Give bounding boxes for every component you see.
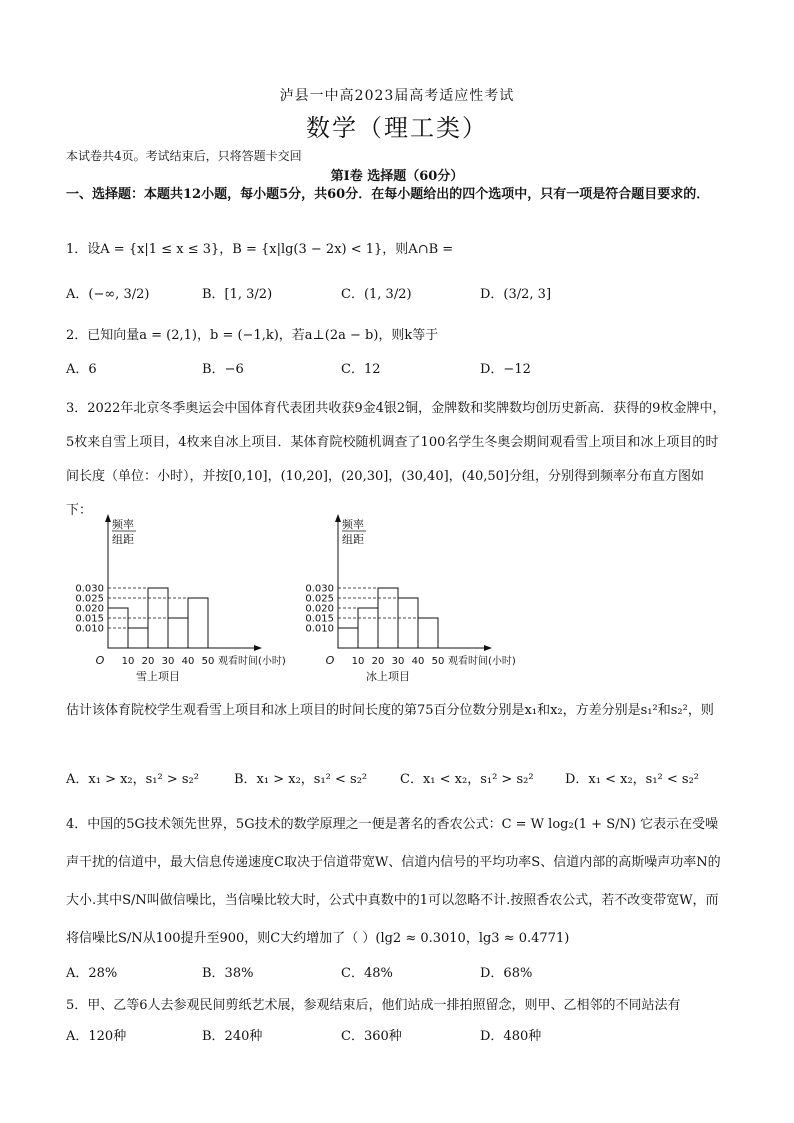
y-tick-label: 0.025 [75,593,104,605]
x-tick-label: 40 [411,656,425,667]
histogram-ice [296,512,536,682]
y-tick-label: 0.025 [305,593,334,605]
y-tick-label: 0.030 [75,583,104,595]
y-axis-label-top: 频率 [342,518,364,531]
question-3-option-d: D．x₁ < x₂，s₁² < s₂² [565,772,700,787]
x-tick-label: 10 [351,656,365,667]
x-tick-label: 20 [371,656,385,667]
chart-title: 雪上项目 [136,670,180,682]
question-4-option-a: A．28% [66,966,118,981]
question-5-option-c: C．360种 [341,1029,402,1044]
question-3-followup: 估计该体育院校学生观看雪上项目和冰上项目的时间长度的第75百分位数分别是x₁和x₂，方差分别是s₁²和s₂²，则 [66,703,714,718]
question-1-option-a: A．(−∞, 3/2) [66,287,150,302]
question-4-option-d: D．68% [480,966,533,981]
y-tick-label: 0.020 [305,603,334,615]
question-1-option-b: B．[1, 3/2) [202,287,273,302]
question-4-stem: 4．中国的5G技术领先世界，5G技术的数学原理之一便是著名的香农公式：C = W log₂(1 + S/N) 它表示在受噪声干扰的信道中，最大信息传递速度C取决于信道带宽W、信道内信号的平均功率S、信道内部的高斯噪声功率N的大小.其中S/N叫做信噪比，当信噪比较大时，公式中真数中的1可以忽略不计.按照香农公式，若不改变带宽W，而将信噪比S/N从100提升至900，则C大约增加了（ ）(lg2 ≈ 0.3010，lg3 ≈ 0.4771) [66,817,721,946]
subject-title: 数学（理工类） [306,114,488,142]
question-2-option-c: C．12 [341,362,381,377]
x-tick-label: 50 [431,656,445,667]
y-axis-label-bottom: 组距 [112,533,134,546]
x-axis-arrow [484,645,492,651]
histogram-bar [338,628,358,648]
histogram-snow [66,512,296,682]
x-tick-label: 10 [121,656,135,667]
y-tick-label: 0.010 [75,623,104,635]
question-4-option-c: C．48% [341,966,393,981]
question-5-option-d: D．480种 [480,1029,542,1044]
question-2-option-d: D．−12 [480,362,531,377]
question-3-option-c: C．x₁ < x₂，s₁² > s₂² [400,772,534,787]
x-axis-label: 观看时间(小时) [448,656,516,667]
question-5-stem: 5．甲、乙等6人去参观民间剪纸艺术展，参观结束后，他们站成一排拍照留念，则甲、乙相邻的不同站法有 [66,998,681,1013]
chart-title: 冰上项目 [366,670,410,682]
y-tick-label: 0.020 [75,603,104,615]
histogram-bar [128,628,148,648]
x-tick-label: 40 [181,656,195,667]
x-tick-label: 20 [141,656,155,667]
x-tick-label: 30 [391,656,405,667]
histogram-bar [418,618,438,648]
school-exam-title: 泸县一中高2023届高考适应性考试 [279,88,515,104]
histogram-bar [168,618,188,648]
question-2-option-b: B．−6 [202,362,244,377]
x-tick-label: 50 [201,656,215,667]
question-1-option-c: C．(1, 3/2) [341,287,412,302]
question-1-stem: 1．设A = {x|1 ≤ x ≤ 3}，B = {x|lg(3 − 2x) < 1}，则A∩B = [66,242,454,257]
question-3-option-a: A．x₁ > x₂，s₁² > s₂² [66,772,199,787]
question-4-option-b: B．38% [202,966,254,981]
histogram-bar [358,608,378,648]
y-tick-label: 0.015 [305,613,334,625]
y-axis-label-bottom: 组距 [342,533,364,546]
section-heading: 第Ⅰ卷 选择题（60分） [330,169,464,184]
y-axis-arrow [105,514,111,522]
exam-note: 本试卷共4页。考试结束后，只将答题卡交回 [66,149,302,163]
question-2-stem: 2．已知向量a = (2,1)，b = (−1,k)，若a⊥(2a − b)，则k等于 [66,328,439,343]
x-tick-label: 30 [161,656,175,667]
x-axis-label: 观看时间(小时) [218,656,286,667]
y-axis-arrow [335,514,341,522]
y-tick-label: 0.030 [305,583,334,595]
question-3-stem: 3．2022年北京冬季奥运会中国体育代表团共收获9金4银2铜，金牌数和奖牌数均创历史新高．获得的9枚金牌中，5枚来自雪上项目，4枚来自冰上项目．某体育院校随机调查了100名学生冬奥会期间观看雪上项目和冰上项目的时间长度（单位：小时），并按[0,10]，(10,20]，(20,30]，(30,40]，(40,50]分组，分别得到频率分布直方图如下： [66,401,726,518]
y-tick-label: 0.010 [305,623,334,635]
origin-label: O [325,654,335,667]
y-tick-label: 0.015 [75,613,104,625]
origin-label: O [95,654,105,667]
question-5-option-a: A．120种 [66,1029,127,1044]
y-axis-label-top: 频率 [112,518,134,531]
question-2-option-a: A．6 [66,362,97,377]
histogram-bar [398,598,418,648]
question-3-option-b: B．x₁ > x₂，s₁² < s₂² [234,772,368,787]
histogram-bar [188,598,208,648]
x-axis-arrow [254,645,262,651]
question-5-option-b: B．240种 [202,1029,263,1044]
question-1-option-d: D．(3/2, 3] [480,287,552,302]
section-instructions: 一、选择题：本题共12小题，每小题5分，共60分．在每小题给出的四个选项中，只有一项是符合题目要求的． [66,187,710,202]
